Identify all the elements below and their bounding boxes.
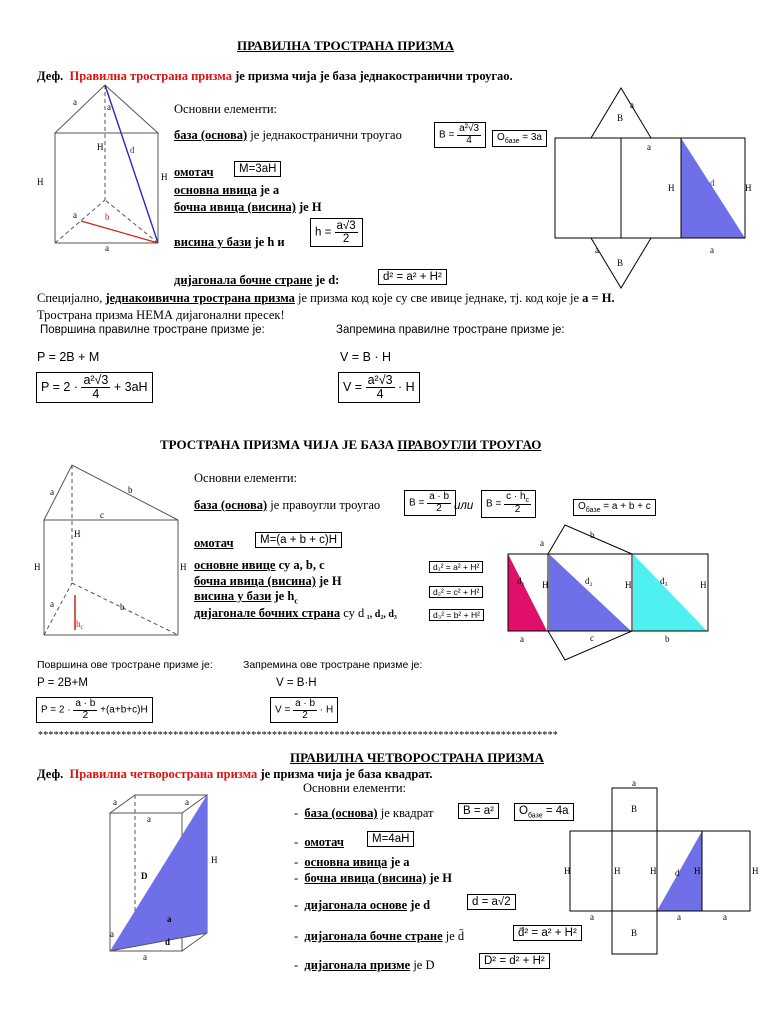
section2-title [160,437,541,453]
p1-label-H3: H [97,142,104,152]
s1-omotac-formula: M=3aH [234,161,281,177]
net2-a2: a [520,634,524,644]
s2-d1-formula: d₁² = a² + H² [429,561,483,573]
s1-V-rhs: · H [398,379,415,394]
s1-V-den: 4 [376,387,384,402]
section1-definition [37,69,513,84]
net2-d1: d₁ [517,576,525,586]
s1-V-formula [338,372,420,403]
net1-d: d [710,178,715,188]
s2-osnovne-row [194,558,325,573]
s3-dosnove-formula: d = a√2 [467,894,516,910]
s2-B2-num: c · h [506,491,526,502]
s1-special1-a: Специјално, [37,291,106,305]
s1-bocna-label: бочна ивица (висина) [174,200,296,214]
net2-H3: H [700,580,707,590]
s1-P-rhs: + 3aH [113,379,148,394]
s1-P-num: a²√3 [83,373,109,387]
s3-osnovna-row [294,855,410,870]
s3-dash5: - [294,898,299,912]
s2-bocna-text: је H [315,574,342,588]
s3-O-formula [514,803,574,821]
s1-osnovna-label: основна ивица [174,183,257,197]
s2-baza-row [194,498,380,513]
s1-B-num: a²√3 [459,123,480,134]
s2-visina-row [194,589,298,606]
s2-O-lhs: O [578,501,586,512]
s3-osnovna-label: основна ивица [304,855,388,869]
s1-P-lhs: P = 2 · [41,379,78,394]
s2-title-a: ТРОСТРАНА ПРИЗМА ЧИЈА ЈЕ БАЗА [160,437,398,452]
s1-baza-text: је једнакостранични троугао [247,128,402,142]
s1-B-den: 4 [466,134,472,146]
net2-a1: a [540,538,544,548]
s3-dash4: - [294,871,299,885]
s1-P-den: 4 [92,387,100,402]
p3-label-a1: a [113,797,117,807]
s2-O-sub: базе [585,507,601,514]
p1-label-a1: a [73,97,77,107]
s2-omotac-row [194,536,234,551]
s2-ili: или [454,500,474,512]
s1-special1-b: једнакоивична тространа призма [105,291,295,305]
s2-surface-heading: Површина ове тростране призме је: [37,659,213,671]
p1-label-H1: H [37,177,44,187]
s3-dash2: - [294,835,299,849]
s1-h-num: a√3 [336,220,356,232]
s2-title-b: ПРАВОУГЛИ ТРОУГАО [397,437,542,452]
s2-O-rhs: = a + b + c [600,501,651,512]
net1-H1: H [668,183,675,193]
s2-d2-formula: d₂² = c² + H² [429,586,483,598]
s3-baza-row [294,806,434,821]
section3-definition [37,767,433,782]
s2-osnovne-label: основне ивице [194,558,276,572]
def-prefix: Деф. [37,69,64,83]
s1-dijag-text: је d: [312,273,340,287]
s3-dbocne-text: је d̄ [442,929,465,943]
s3-dosnove-row [294,898,430,913]
net2-drawing [505,520,715,645]
s3-dbocne-row [294,929,464,944]
prism2-drawing [34,465,187,640]
net1-H2: H [745,183,752,193]
p1-label-a4: a [105,243,109,253]
s1-volume-heading: Запремина правилне тростране призме је: [336,324,565,336]
s2-P-lhs: P = 2 · [41,704,71,716]
net2-c1: c [590,633,594,643]
p3-label-d: d [165,937,171,947]
s1-osnovna-row [174,183,279,198]
s2-V-num: a · b [295,698,316,709]
net2-d2: d₂ [585,576,593,586]
s3-bocna-label: бочна ивица (висина) [304,871,427,885]
s3-dprizme-text: је D [410,958,435,972]
s3-omotac-label: омотач [304,835,344,849]
s2-B2-formula [481,490,536,518]
s1-baza-label: база (основа) [174,128,248,142]
s3-O-sub: базе [527,812,543,820]
s2-d3-formula: d₃² = b² + H² [429,609,484,621]
p2-label-b2: b [120,602,125,612]
net3-H1: H [564,866,571,876]
s3-baza-label: база (основа) [304,806,378,820]
net3-H2: H [614,866,621,876]
s2-visina-text: је h [271,589,295,603]
net1-B-top: B [617,113,624,123]
net2-b1: b [590,530,595,540]
p3-label-H: H [211,855,218,865]
net3-a3: a [723,912,727,922]
s1-h-den: 2 [342,233,350,246]
s2-V-den: 2 [302,709,308,721]
s2-omotac-formula: M=(a + b + c)H [255,532,342,548]
s1-osnovna-text: је a [256,183,280,197]
net2-d3: d₃ [660,576,668,586]
def-rest: је призма чија је база једнакостранични троугао. [231,69,513,83]
s2-B1-lhs: B = [409,497,425,509]
s1-O-sub: базе [504,138,520,145]
s2-P-num: a · b [75,698,96,709]
p3-label-a4: a [110,929,114,939]
p2-label-a2: a [50,599,54,609]
s2-dijag-row: дијагонале бочних страна су d ₁, d₂, d₃ [194,606,397,620]
s2-O-formula [573,499,656,516]
s2-bocna-row [194,574,342,589]
section1-title: ПРАВИЛНА ТРОСТРАНА ПРИЗМА [237,38,454,53]
net3-a1: a [590,912,594,922]
p3-label-a2: a [185,797,189,807]
s3-dprizme-label: дијагонала призме [304,958,411,972]
s1-visina-label: висина у бази [174,235,252,249]
s3-O-rhs: = 4a [542,805,569,817]
net2-b2: b [665,634,670,644]
s2-P-den: 2 [82,709,89,721]
def-term: Правилна тространа призма [69,69,232,83]
net1-a4: a [630,100,634,110]
net3-d: d [675,868,680,878]
s3-dash7: - [294,958,299,972]
p2-label-b1: b [128,485,133,495]
s1-P-formula [36,372,153,403]
s2-visina-label: висина у бази [194,589,272,603]
s1-special1 [37,291,615,306]
s1-dijag-row [174,273,339,288]
prism3-drawing [105,795,225,960]
s1-visina-row [174,235,285,250]
net2-H1: H [542,580,549,590]
prism1-drawing [37,85,175,255]
s3-dash1: - [294,806,299,820]
p2-label-H1: H [74,529,81,539]
s1-O-formula [492,130,547,147]
p3-label-a5: a [167,914,172,924]
net3-H4: H [694,866,701,876]
s3-def-term: Правилна четворострана призма [69,767,258,781]
s1-B-lhs: B = [439,129,455,141]
s3-osnovna-text: је a [387,855,410,869]
s2-volume-heading: Запремина ове тростране призме је: [243,659,423,671]
net3-H5: H [752,866,759,876]
s2-baza-label: база (основа) [194,498,268,512]
separator-line: **************************************************************************************************** [38,730,558,741]
s1-special1-c: је призма код које су све ивице једнаке, тј. код које је [294,291,583,305]
p1-label-H2: H [161,172,168,182]
s2-B1-den: 2 [436,502,442,514]
s3-dprizme-row [294,958,435,973]
s1-surface-heading: Површина правилне тростране призме је: [40,324,265,336]
s1-h-lhs: h = [315,226,332,239]
s1-bocna-text: је H [295,200,322,214]
s1-V-lhs: V = [343,379,363,394]
net3-B-bottom: B [631,928,638,938]
s3-def-rest: је призма чија је база квадрат. [257,767,433,781]
s1-O-lhs: O [497,132,505,143]
net2-H2: H [625,580,632,590]
p1-label-b: b [105,212,110,222]
s3-omotac-formula: M=4aH [367,831,414,847]
p2-label-H3: H [180,562,187,572]
s2-dijag-text: су d [340,606,365,620]
s2-P-formula [36,697,153,723]
s1-h-formula [310,218,363,247]
net1-drawing [555,88,765,288]
s3-dosnove-label: дијагонала основе [304,898,408,912]
s3-dash3: - [294,855,299,869]
s1-V-simple: V = B · H [340,350,392,364]
s3-elements-heading: Основни елементи: [303,781,407,795]
s3-dosnove-text: је d [407,898,431,912]
s3-def-prefix: Деф. [37,767,64,781]
p3-label-a6: a [143,952,147,962]
net3-drawing [564,778,759,958]
s1-visina-text: је h и [251,235,285,249]
net1-a1: a [647,142,651,152]
p1-label-d: d [130,145,135,155]
s2-V-simple: V = B·H [276,677,317,689]
s1-dijag-formula: d² = a² + H² [378,269,447,285]
s1-omotac-label: омотач [174,165,214,179]
s2-baza-text: је правоугли троугао [267,498,381,512]
p1-label-a3: a [73,210,77,220]
p1-label-a2: a [107,102,111,112]
s2-visina-sub: c [294,596,298,606]
s1-special2: Тространа призма НЕМА дијагонални пресек! [37,308,285,322]
s2-B2-lhs: B = [486,498,502,510]
net3-B-top: B [631,804,638,814]
s2-elements-heading: Основни елементи: [194,471,298,485]
s1-omotac-row [174,165,214,180]
section3-title: ПРАВИЛНА ЧЕТВОРОСТРАНА ПРИЗМА [290,750,544,765]
p2-label-a1: a [50,487,54,497]
s3-baza-text: је квадрат [377,806,434,820]
s1-O-rhs: = 3a [519,132,542,143]
net3-H3: H [650,866,657,876]
p3-label-D: D [141,871,148,881]
s1-special1-d: a = H. [582,291,615,305]
s3-B-formula: B = a² [458,803,499,819]
s2-P-simple: P = 2B+M [37,677,88,689]
s1-P-simple: P = 2B + M [37,350,100,364]
net3-a2: a [677,912,681,922]
net1-a3: a [595,245,599,255]
s2-omotac-label: омотач [194,536,234,550]
s2-osnovne-text: су a, b, c [275,558,325,572]
s1-V-num: a²√3 [367,373,393,387]
p2-label-c1: c [100,510,104,520]
s1-baza-row [174,128,402,143]
s2-bocna-label: бочна ивица (висина) [194,574,316,588]
s3-O-lhs: O [519,805,528,817]
s2-P-rhs: +(a+b+c)H [100,704,148,716]
s2-B2-num-sub: c [525,497,530,504]
s3-bocna-text: је H [426,871,452,885]
s3-bocna-row [294,871,452,886]
s2-V-lhs: V = [275,704,291,716]
s3-dbocne-label: дијагонала бочне стране [304,929,443,943]
s2-B1-formula [404,490,456,516]
net3-a4: a [632,778,636,788]
s3-dash6: - [294,929,299,943]
net1-a2: a [710,245,714,255]
s3-dprizme-formula: D² = d² + H² [479,953,550,969]
s1-B-formula [434,122,486,148]
s2-dijag-label: дијагонале бочних страна [194,606,341,620]
p2-label-hc: $h_c$ [76,619,84,631]
p3-label-a3: a [147,814,151,824]
s1-bocna-row [174,200,322,215]
s2-V-formula [270,697,338,723]
s1-dijag-label: дијагонала бочне стране [174,273,313,287]
s1-elements-heading: Основни елементи: [174,102,278,116]
p2-label-H2: H [34,562,41,572]
net1-B-bottom: B [617,258,624,268]
s2-V-rhs: · H [319,704,334,716]
s3-omotac-row [294,835,344,850]
s3-dbocne-formula: d̄² = a² + H² [513,925,582,941]
s2-B1-num: a · b [429,491,450,502]
s2-B2-den: 2 [514,504,521,516]
